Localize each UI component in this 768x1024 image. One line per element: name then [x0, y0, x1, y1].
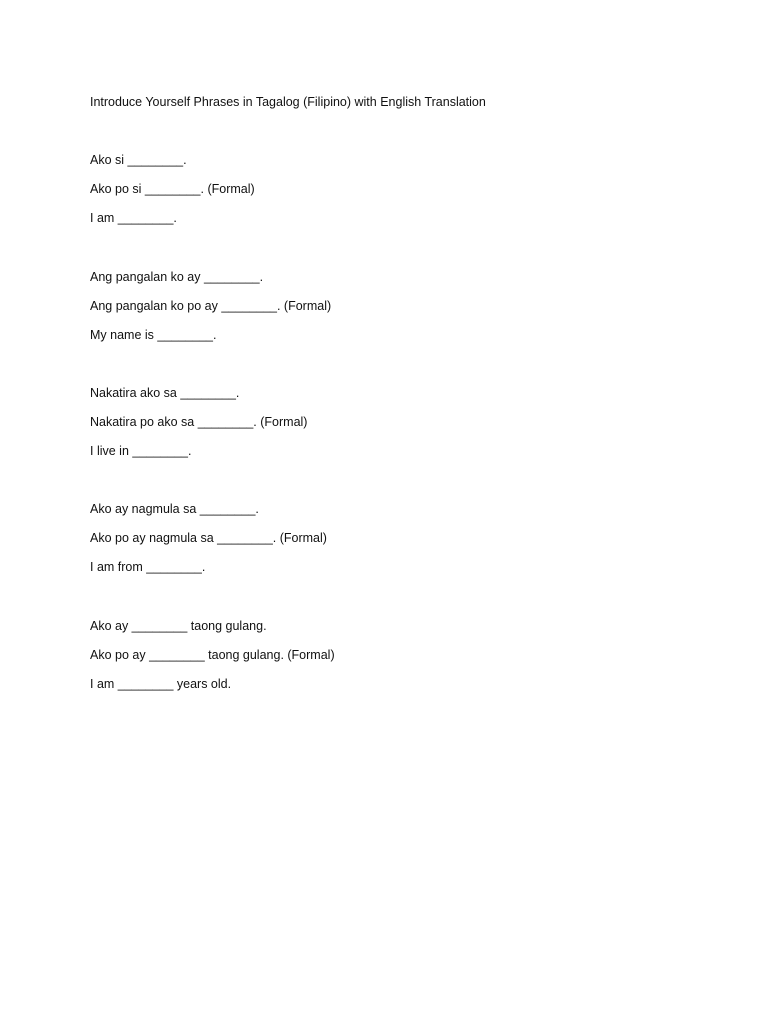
- tagalog-formal-phrase: Ako po ay ________ taong gulang. (Formal): [90, 648, 335, 662]
- tagalog-formal-phrase: Ang pangalan ko po ay ________. (Formal): [90, 299, 332, 313]
- english-translation: I am from ________.: [90, 560, 206, 574]
- tagalog-phrase: Nakatira ako sa ________.: [90, 386, 240, 400]
- phrase-group-age: [90, 618, 650, 705]
- phrase-group-origin: [90, 501, 650, 588]
- phrase-group-name: [90, 269, 650, 356]
- english-translation: I am ________ years old.: [90, 677, 232, 691]
- tagalog-phrase: Ako ay ________ taong gulang.: [90, 619, 267, 633]
- phrase-group-residence: [90, 385, 650, 472]
- phrase-group-introduction: [90, 152, 650, 239]
- tagalog-formal-phrase: Ako po ay nagmula sa ________. (Formal): [90, 531, 327, 545]
- english-translation: My name is ________.: [90, 328, 217, 342]
- tagalog-formal-phrase: Nakatira po ako sa ________. (Formal): [90, 415, 308, 429]
- tagalog-formal-phrase: Ako po si ________. (Formal): [90, 182, 255, 196]
- tagalog-phrase: Ang pangalan ko ay ________.: [90, 270, 264, 284]
- english-translation: I live in ________.: [90, 444, 192, 458]
- english-translation: I am ________.: [90, 211, 177, 225]
- tagalog-phrase: Ako ay nagmula sa ________.: [90, 502, 259, 516]
- document-title: Introduce Yourself Phrases in Tagalog (Filipino) with English Translation: [90, 95, 486, 109]
- tagalog-phrase: Ako si ________.: [90, 153, 187, 167]
